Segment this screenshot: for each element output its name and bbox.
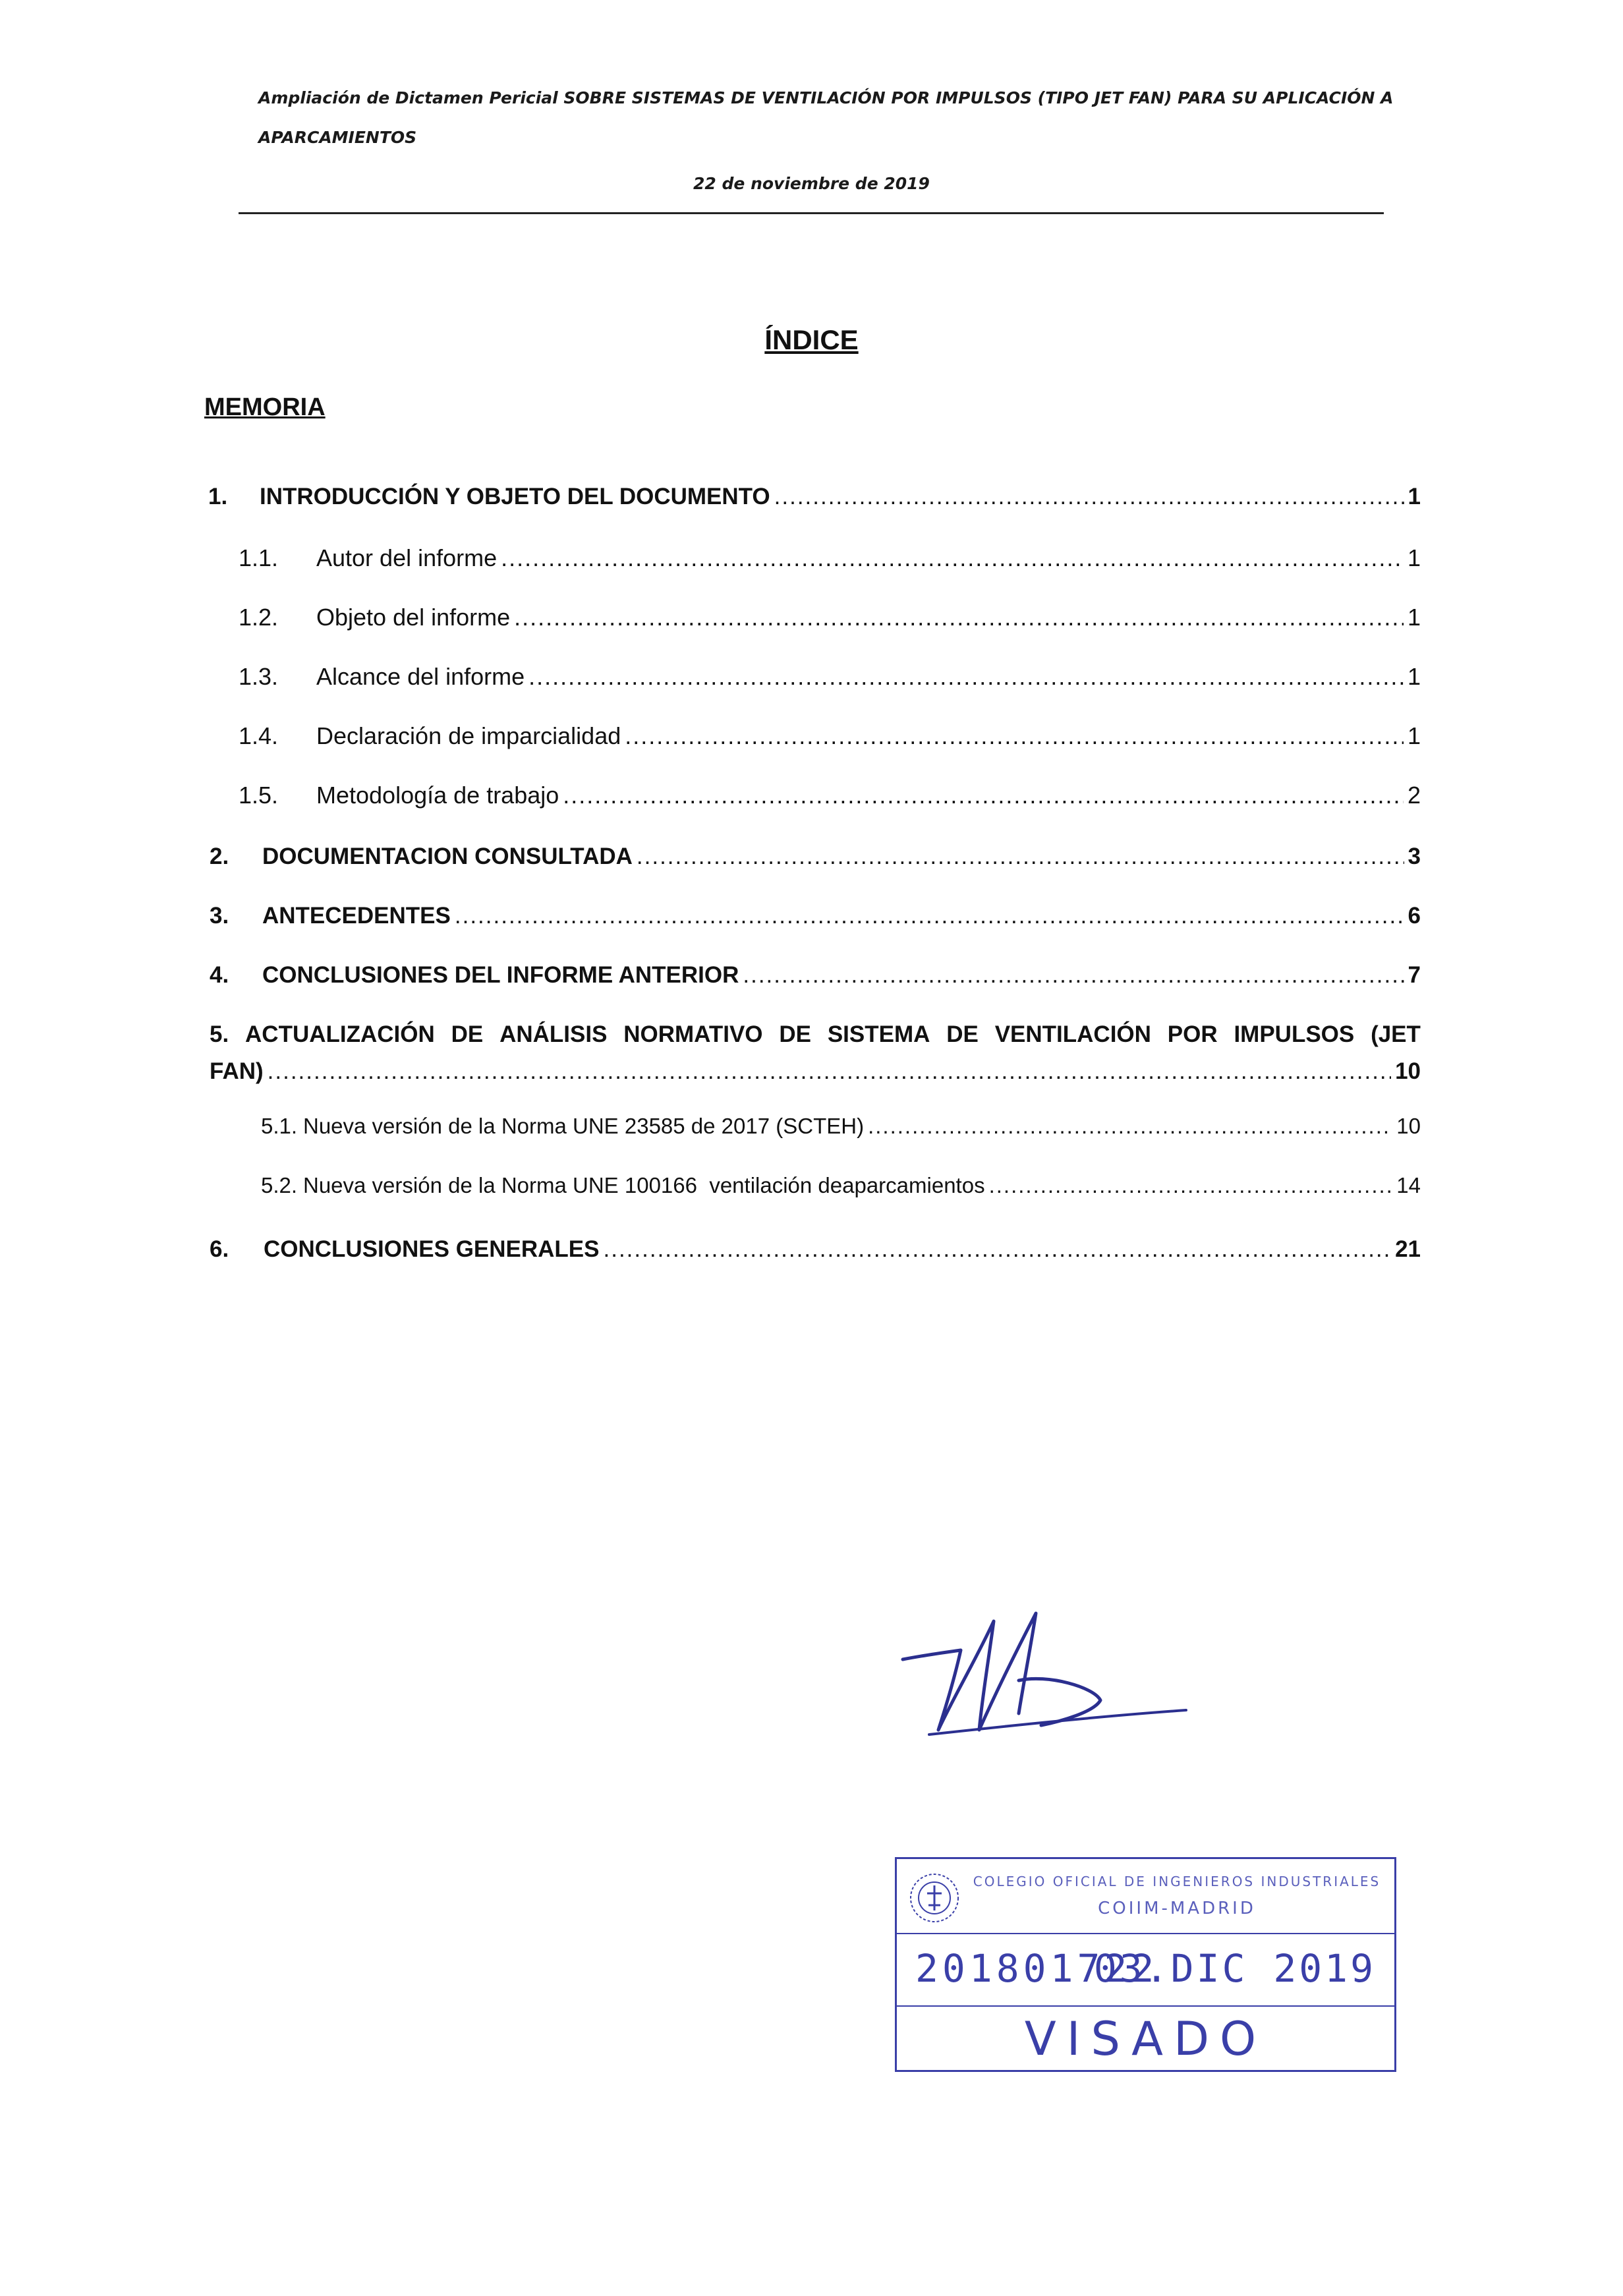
toc-entry-number: 1. <box>208 484 228 509</box>
toc-entry-text: Autor del informe <box>316 544 498 571</box>
toc-entry-text: Declaración de imparcialidad <box>316 722 621 749</box>
toc-entry-4[interactable] <box>210 962 1421 989</box>
header-title-line1: Ampliación de Dictamen Pericial SOBRE SISTEMAS DE VENTILACIÓN POR IMPULSOS (TIPO JET FAN) PARA SU APLICACIÓN A <box>258 88 1394 107</box>
toc-entry-number: 5.2. <box>261 1173 298 1197</box>
toc-leader-dots <box>868 1114 1392 1139</box>
toc-entry-text-line1 <box>210 1021 1421 1048</box>
toc-entry-text: CONCLUSIONES GENERALES <box>264 1236 600 1262</box>
toc-entry-number: 1.4. <box>239 722 279 749</box>
header-divider <box>239 212 1384 214</box>
toc-leader-dots <box>528 663 1404 691</box>
toc-leader-dots <box>743 962 1404 989</box>
toc-leader-dots <box>514 604 1404 631</box>
toc-leader-dots <box>637 844 1404 870</box>
toc-entry-number: 1.3. <box>239 663 279 690</box>
toc-leader-dots <box>774 484 1404 510</box>
toc-entry-word: IMPULSOS <box>1234 1021 1355 1047</box>
toc-entry-5[interactable] <box>210 1021 1421 1085</box>
toc-entry-word: DE <box>946 1021 979 1047</box>
stamp-number: 201801722 <box>915 1946 1158 1991</box>
toc-entry-page: 1 <box>1407 722 1421 749</box>
toc-leader-dots <box>268 1058 1391 1085</box>
toc-entry-text: INTRODUCCIÓN Y OBJETO DEL DOCUMENTO <box>260 484 770 509</box>
toc-entry-1-4[interactable] <box>239 722 1421 750</box>
stamp-divider <box>897 2005 1394 2007</box>
toc-entry-3[interactable] <box>210 903 1421 929</box>
toc-entry-page: 6 <box>1408 903 1421 929</box>
toc-entry-text: ANTECEDENTES <box>262 903 451 929</box>
toc-entry-text-cont: FAN) <box>210 1058 264 1084</box>
toc-entry-text: Alcance del informe <box>316 663 525 690</box>
toc-entry-text: Nueva versión de la Norma UNE 23585 de 2017 (SCTEH) <box>303 1114 865 1138</box>
toc-entry-page: 7 <box>1408 962 1421 988</box>
toc-entry-number: 1.2. <box>239 604 279 631</box>
toc-entry-5-2[interactable] <box>261 1173 1421 1198</box>
toc-entry-page: 21 <box>1395 1236 1421 1262</box>
toc-entry-number: 5. <box>210 1021 229 1047</box>
stamp-divider <box>897 1933 1394 1934</box>
toc-leader-dots <box>563 782 1404 809</box>
toc-entry-word: DE <box>779 1021 811 1047</box>
header-date: 22 de noviembre de 2019 <box>693 174 930 193</box>
toc-entry-word: VENTILACIÓN <box>994 1021 1151 1047</box>
stamp-date: 03.DIC 2019 <box>1093 1946 1376 1991</box>
toc-entry-number: 1.1. <box>239 544 279 571</box>
seal-icon <box>907 1871 961 1925</box>
toc-entry-word: ANÁLISIS <box>499 1021 608 1047</box>
toc-entry-word: ACTUALIZACIÓN <box>245 1021 435 1047</box>
toc-entry-text: Nueva versión de la Norma UNE 100166 ventilación deaparcamientos <box>303 1173 985 1197</box>
toc-entry-1-2[interactable] <box>239 604 1421 631</box>
index-title: ÍNDICE <box>764 324 859 355</box>
toc-entry-number: 4. <box>210 962 229 988</box>
toc-entry-6[interactable] <box>210 1236 1421 1263</box>
toc-entry-number: 6. <box>210 1236 229 1262</box>
toc-entry-page: 2 <box>1407 782 1421 809</box>
toc-leader-dots <box>989 1173 1393 1198</box>
stamp-organization: COLEGIO OFICIAL DE INGENIEROS INDUSTRIALES <box>973 1874 1381 1889</box>
toc-entry-page: 10 <box>1395 1058 1421 1084</box>
toc-entry-word: DE <box>451 1021 484 1047</box>
toc-leader-dots <box>625 722 1404 750</box>
toc-entry-2[interactable] <box>210 844 1421 870</box>
toc-entry-1[interactable] <box>208 484 1421 510</box>
toc-entry-1-5[interactable] <box>239 782 1421 809</box>
toc-entry-page: 1 <box>1407 544 1421 571</box>
toc-entry-text-line2 <box>210 1058 1421 1085</box>
toc-leader-dots <box>604 1236 1392 1263</box>
toc-entry-text: CONCLUSIONES DEL INFORME ANTERIOR <box>262 962 739 988</box>
header-title-line2: APARCAMIENTOS <box>258 128 417 147</box>
visado-stamp <box>895 1857 1396 2072</box>
toc-entry-page: 3 <box>1408 844 1421 869</box>
toc-entry-number: 2. <box>210 844 229 869</box>
stamp-branch: COIIM-MADRID <box>1098 1899 1256 1918</box>
toc-entry-page: 1 <box>1407 663 1421 690</box>
toc-entry-word: SISTEMA <box>827 1021 930 1047</box>
toc-entry-1-3[interactable] <box>239 663 1421 691</box>
toc-entry-page: 1 <box>1408 484 1421 509</box>
toc-entry-text: DOCUMENTACION CONSULTADA <box>262 844 633 869</box>
toc-leader-dots <box>501 544 1404 572</box>
toc-entry-word: POR <box>1167 1021 1218 1047</box>
toc-entry-number: 1.5. <box>239 782 279 809</box>
toc-entry-page: 10 <box>1396 1114 1421 1138</box>
toc-entry-number: 5.1. <box>261 1114 298 1138</box>
toc-entry-5-1[interactable] <box>261 1114 1421 1139</box>
section-label-memoria: MEMORIA <box>204 393 326 421</box>
toc-entry-number: 3. <box>210 903 229 929</box>
toc-entry-text: Metodología de trabajo <box>316 782 559 809</box>
signature-image <box>883 1595 1199 1753</box>
toc-leader-dots <box>455 903 1404 929</box>
stamp-visado-label: VISADO <box>1024 2012 1267 2066</box>
toc-entry-word: (JET <box>1371 1021 1421 1047</box>
toc-entry-page: 14 <box>1396 1173 1421 1197</box>
toc-entry-word: NORMATIVO <box>623 1021 763 1047</box>
toc-entry-page: 1 <box>1407 604 1421 631</box>
toc-entry-1-1[interactable] <box>239 544 1421 572</box>
toc-entry-text: Objeto del informe <box>316 604 511 631</box>
